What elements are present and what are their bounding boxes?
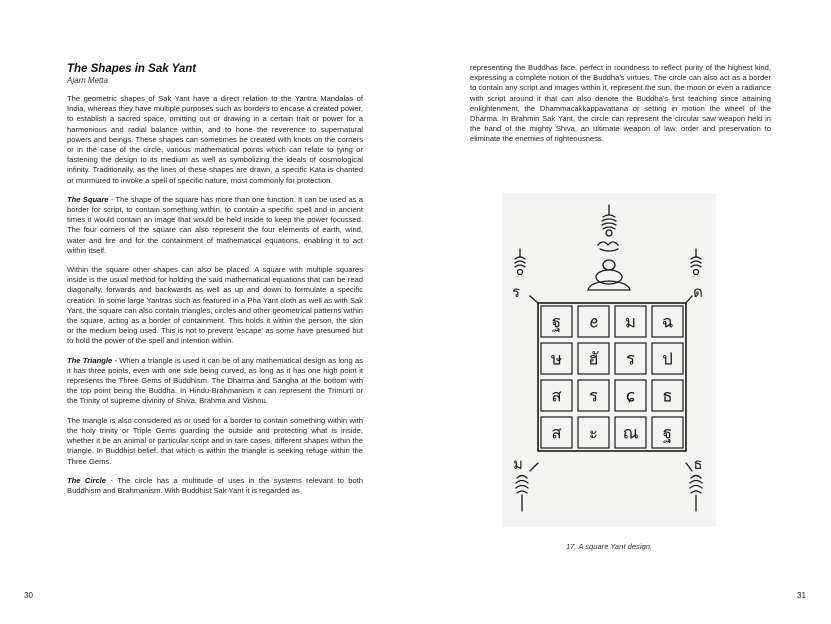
grid-glyph: ฐ <box>662 423 673 444</box>
circle-text: - The circle has a multitude of uses in the systems relevant to both Buddhism and Brahmanism. With Buddhist Sak Yant it is regarded as <box>67 475 363 495</box>
corner-glyph: ธ <box>693 455 703 473</box>
triangle-text: - When a triangle is used it can be of any mathematical design as long as it has three points, even with one side being curved, as long as it has one high point it represents the Three Gems of Buddhism. The Dharma and Sangha at the bottom with the top point being the Buddha. In Hindu-Brahmanism it can represent the Trimurti or the Trinity of supreme divinity of Shiva, Brahma and Vishnu. <box>67 355 364 406</box>
grid-glyph: ษ <box>550 349 563 370</box>
triangle-border-paragraph: The triangle is also considered as or used for a border to contain something within with the holy trinity or Triple Gems guarding the outside and protecting what is inside, whether it be an animal or particular script and in rare cases, different shapes within the triangle. In Buddhist belief, that which is within the triangle is seeking refuge within the Three Gems. <box>67 415 363 466</box>
grid-glyph: ป <box>662 349 673 370</box>
grid-glyph: ฮั <box>588 349 599 370</box>
circle-paragraph <box>67 476 363 496</box>
grid-glyph: ฉ <box>661 312 674 333</box>
within-square-paragraph: Within the square other shapes can also be placed. A square with multiple squares inside is the usual method for holding the said mathematical equations that can be read diagonally, forwards and backwards as well as up and down to formulate a specific creation. In some large Yantras such as featured in a Pha Yant cloth as well as with Sak Yant, the square can also contain triangles, circles and other geometrical patterns within the square, acting as a border of containment. This holds it within the person, the skin or the medium being used. This is not to prevent 'escape' as some have presumed but to hold the power of the spell and intention within. <box>67 265 363 346</box>
top-right-connector <box>686 296 692 303</box>
yant-drawing <box>502 193 716 527</box>
right-page <box>415 0 831 624</box>
corner-glyph: ด <box>693 283 703 301</box>
article-title: The Shapes in Sak Yant <box>67 63 197 75</box>
circle-lead: The Circle <box>67 475 107 485</box>
right-spire-icon <box>691 249 701 275</box>
top-left-connector <box>530 296 538 303</box>
grid-glyph: ะ <box>588 423 599 444</box>
square-paragraph <box>67 195 363 256</box>
grid-glyph: ส <box>551 386 562 407</box>
page-number-left: 30 <box>24 591 33 600</box>
stupa-mounds-icon <box>588 260 630 290</box>
circle-continuation-paragraph: representing the Buddhas face, perfect in roundness to reflect purity of the highest kind, expressing a complete notion of the Buddha's virtues. The circle can also act as a border to contain any script and images within it, represent the sun, the moon or even a radiance with script around it that can also denote the Buddha's first teaching since attaining enlightenment, the Dhammacakkappavattana or setting in motion the wheel of the Dharma. In Brahmin Sak Yant, the circle can represent the circular saw weapon held in the hand of the mighty Shiva, an ultimate weapon of law, order and preservation to eliminate the enemies of righteousness. <box>470 63 771 144</box>
right-text-column <box>470 63 771 154</box>
corner-glyph: ร <box>511 283 521 301</box>
square-text: - The shape of the square has more than one function. It can be used as a border for script, to contain something within, to contain a specific spell and in ancient times it would contain an image that would be held inside to keep the power focussed. The four corners of the square can also represent the four elements of earth, wind, water and fire and for the containment of mathematical equations, enabling it to act within itself. <box>67 194 363 255</box>
triangle-lead: The Triangle <box>67 355 113 365</box>
grid-glyph: ธ <box>662 386 673 407</box>
bottom-right-connector <box>686 463 692 471</box>
triangle-paragraph <box>67 356 363 407</box>
intro-paragraph: The geometric shapes of Sak Yant have a direct relation to the Yantra Mandalas of India, whereas they have multiple purposes such as borders to encase a created power, to establish a sacred space, omitting out or drawing in a certain trait or power for a harmonious and radial balance within, and to hone the reverence to supernatural powers and beings. These shapes can sometimes be created with knots on the corners or in the case of the circle, various mathematical points which can relate to tying or fastening the design to its medium as well as symbolizing the ideals of cosmological infinity. Traditionally, as the lines of these shapes are drawn, a specific Kata is chanted or murmured to invoke a spell of specific nature, most commonly for protection. <box>67 94 363 185</box>
grid-glyph: ณ <box>622 423 639 444</box>
yant-figure <box>502 193 716 527</box>
yant-grid-glyphs <box>551 313 673 444</box>
grid-glyph: ร <box>625 349 636 370</box>
grid-glyph: ฐ <box>551 312 562 333</box>
figure-caption: 17. A square Yant design. <box>565 542 653 551</box>
grid-glyph: ꫀ <box>588 312 599 333</box>
bottom-left-coil-icon <box>516 476 528 512</box>
page-number-right: 31 <box>797 591 806 600</box>
left-spire-icon <box>515 249 525 275</box>
grid-glyph: ส <box>551 423 562 444</box>
bottom-left-connector <box>530 463 538 471</box>
bottom-right-coil-icon <box>690 476 702 512</box>
grid-glyph: ร <box>588 386 599 407</box>
left-text-column <box>67 63 363 505</box>
article-author: Ajarn Metta <box>67 76 108 85</box>
left-page <box>0 0 415 624</box>
grid-glyph: ม <box>624 312 637 333</box>
top-unalom-icon <box>598 205 618 251</box>
corner-glyph: ม <box>513 455 523 473</box>
square-lead: The Square <box>67 194 109 204</box>
grid-glyph: ɕ <box>625 386 636 407</box>
